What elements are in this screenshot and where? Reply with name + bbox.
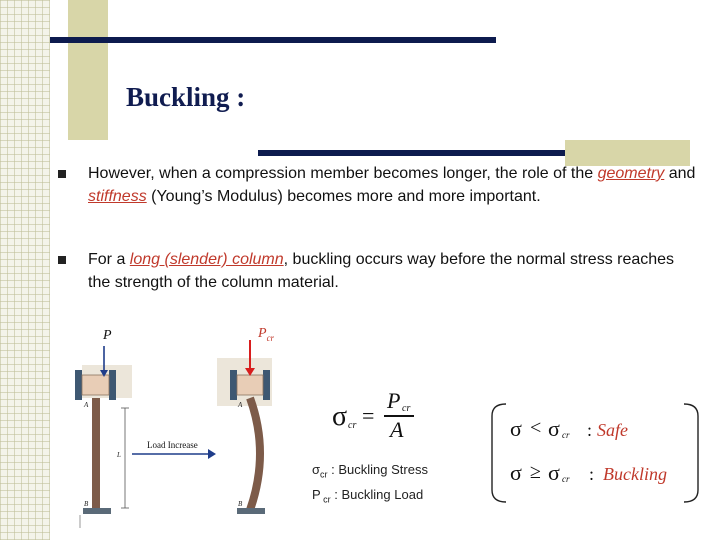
safe-sigma-right: σ [548,416,560,441]
bullet-1-emphasis-geometry: geometry [597,165,665,182]
decorative-olive-block-left [68,0,108,140]
formula-sigma-sub: cr [348,420,357,431]
bullet-1 [58,162,698,232]
formula-denominator: A [390,417,404,442]
load-pcr-label [258,326,274,343]
pcr-sub: cr [266,332,275,343]
support-bracket [75,370,82,400]
title-rule-bottom [258,150,565,156]
condition-buckling [510,460,700,490]
bullet-square-icon [58,256,66,264]
straight-column-shaft [92,398,100,510]
safe-sigma-sub: cr [562,430,570,440]
load-increase-arrow [132,440,216,459]
arrow-right-icon [208,449,216,459]
top-load-block [237,375,263,395]
top-load-block [82,375,109,395]
support-bracket [109,370,116,400]
formula-sigma: σ [332,401,348,432]
page-title: Buckling : [126,82,246,112]
straight-column [75,365,132,528]
point-b-label: B [84,500,89,508]
safe-sigma-left: σ [510,416,522,441]
point-b-label: B [238,500,243,508]
buckling-sigma-left: σ [510,460,522,485]
support-bracket [263,370,270,400]
critical-stress-formula [328,390,418,442]
length-l-label: L [117,451,121,459]
bullet-2-pre: For a [88,251,130,268]
column-base [83,508,111,514]
legend-load-text: : Buckling Load [330,487,424,502]
condition-safe [510,416,700,446]
point-a-label: A [84,401,89,409]
load-increase-label: Load Increase [147,440,198,450]
left-parenthesis [492,404,506,502]
bullet-2-text [88,248,698,294]
decorative-grid-strip [0,0,50,540]
bullet-2-post: , buckling occurs way before the normal stress reaches the strength of the column material. [88,251,675,291]
pcr-main: P [258,326,267,341]
bullet-2-emphasis-long-column: long (slender) column [129,251,284,268]
column-base [237,508,265,514]
formula-numerator-sub: cr [402,403,411,414]
formula-numerator: P [387,388,401,413]
title-rule-top [50,37,496,43]
bullet-1-post: (Young’s Modulus) becomes more and more important. [146,188,541,205]
safe-less-than: < [530,417,542,439]
bullet-1-emphasis-stiffness: stiffness [88,188,147,205]
legend-stress-text: : Buckling Stress [327,462,428,477]
legend-p-sub: cr [320,494,331,505]
point-a-label: A [238,401,243,409]
bullet-square-icon [58,170,66,178]
legend-sigma: σ [312,462,321,477]
bullet-1-pre: However, when a compression member becomes longer, the role of the [88,165,598,182]
safe-label: Safe [597,420,628,440]
buckling-label: Buckling [603,464,667,484]
formula-equals: = [362,403,375,428]
bullet-2 [58,248,698,296]
bullet-1-text [88,162,698,208]
buckled-column-shaft [250,398,260,510]
bullet-1-mid: and [664,165,696,182]
legend-p: P [312,487,321,502]
legend-buckling-stress [312,462,428,480]
legend-buckling-load [312,487,423,505]
buckling-sigma-sub: cr [562,474,570,484]
buckling-sigma-right: σ [548,460,560,485]
buckling-colon: : [589,464,595,484]
column-buckling-figure [70,320,300,530]
load-p-label: P [103,328,112,343]
support-bracket [230,370,237,400]
buckling-geq: ≥ [530,461,541,483]
buckled-column [217,358,272,514]
legend-sigma-sub: cr [320,469,328,480]
safe-colon: : [587,420,593,440]
